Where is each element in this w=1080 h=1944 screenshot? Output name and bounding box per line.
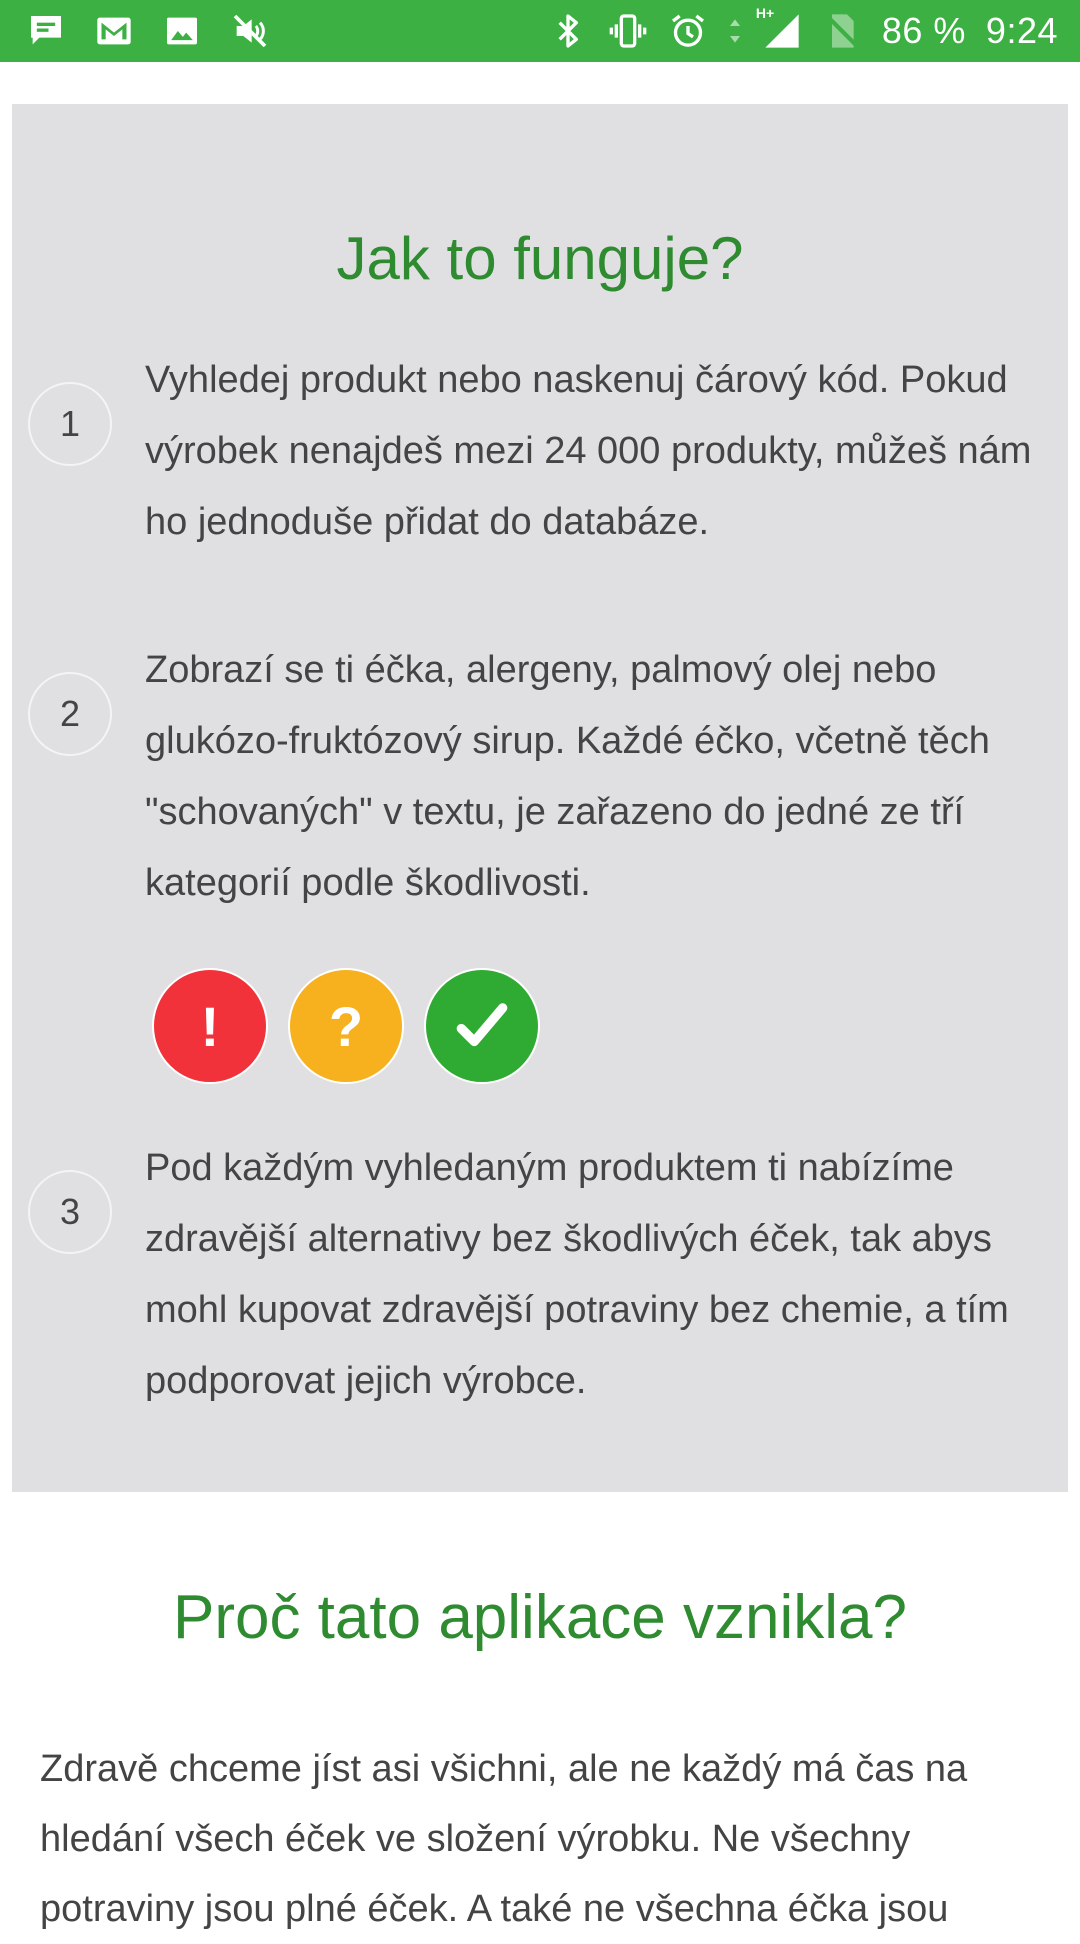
exclamation-icon: !: [152, 968, 268, 1084]
step-text-3: Pod každým vyhledaným produktem ti nabízíme zdravější alternativy bez škodlivých éček, tak abys mohl kupovat zdravější potraviny bez chemie, a tím podporovat jejich výrobce.: [145, 1147, 1009, 1402]
network-type: H+: [755, 5, 775, 21]
mute-icon: [230, 11, 270, 51]
step-number-2: 2: [28, 672, 112, 756]
vibrate-icon: [608, 11, 648, 51]
data-arrows-icon: [728, 11, 742, 51]
how-it-works-title: Jak to funguje?: [336, 225, 744, 292]
page-content[interactable]: [0, 62, 1080, 1930]
step-number-1: 1: [28, 382, 112, 466]
message-icon: [26, 11, 66, 51]
clock-time: 9:24: [985, 10, 1058, 51]
status-bar: [0, 0, 1080, 62]
alarm-icon: [668, 11, 708, 51]
system-icons: [548, 5, 1058, 54]
step-text-2: Zobrazí se ti éčka, alergeny, palmový olej nebo glukózo-fruktózový sirup. Každé éčko, včetně těch "schovaných" v textu, je zařazeno do jedné ze tří kategorií podle škodlivosti.: [145, 649, 990, 904]
why-title: Proč tato aplikace vznikla?: [172, 1583, 908, 1652]
step-number-3: 3: [28, 1170, 112, 1254]
checkmark-icon: [424, 968, 540, 1084]
signal-icon: [755, 5, 802, 51]
harmfulness-categories: [152, 968, 540, 1084]
step-text-1: Vyhledej produkt nebo naskenuj čárový kód. Pokud výrobek nenajdeš mezi 24 000 produkty, můžeš nám ho jednoduše přidat do databáze.: [145, 359, 1032, 543]
image-icon: [162, 11, 202, 51]
how-it-works-section: [12, 104, 1068, 1492]
bluetooth-icon: [548, 11, 588, 51]
notification-icons: [26, 8, 270, 54]
gmail-icon: [94, 11, 134, 51]
battery-percent: 86 %: [881, 10, 966, 51]
no-sim-icon: [822, 11, 862, 51]
question-icon: ?: [288, 968, 404, 1084]
why-text: Zdravě chceme jíst asi všichni, ale ne každý má čas na hledání všech éček ve složení výrobku. Ne všechny potraviny jsou plné éček. A také ne všechna éčka jsou: [40, 1748, 968, 1930]
